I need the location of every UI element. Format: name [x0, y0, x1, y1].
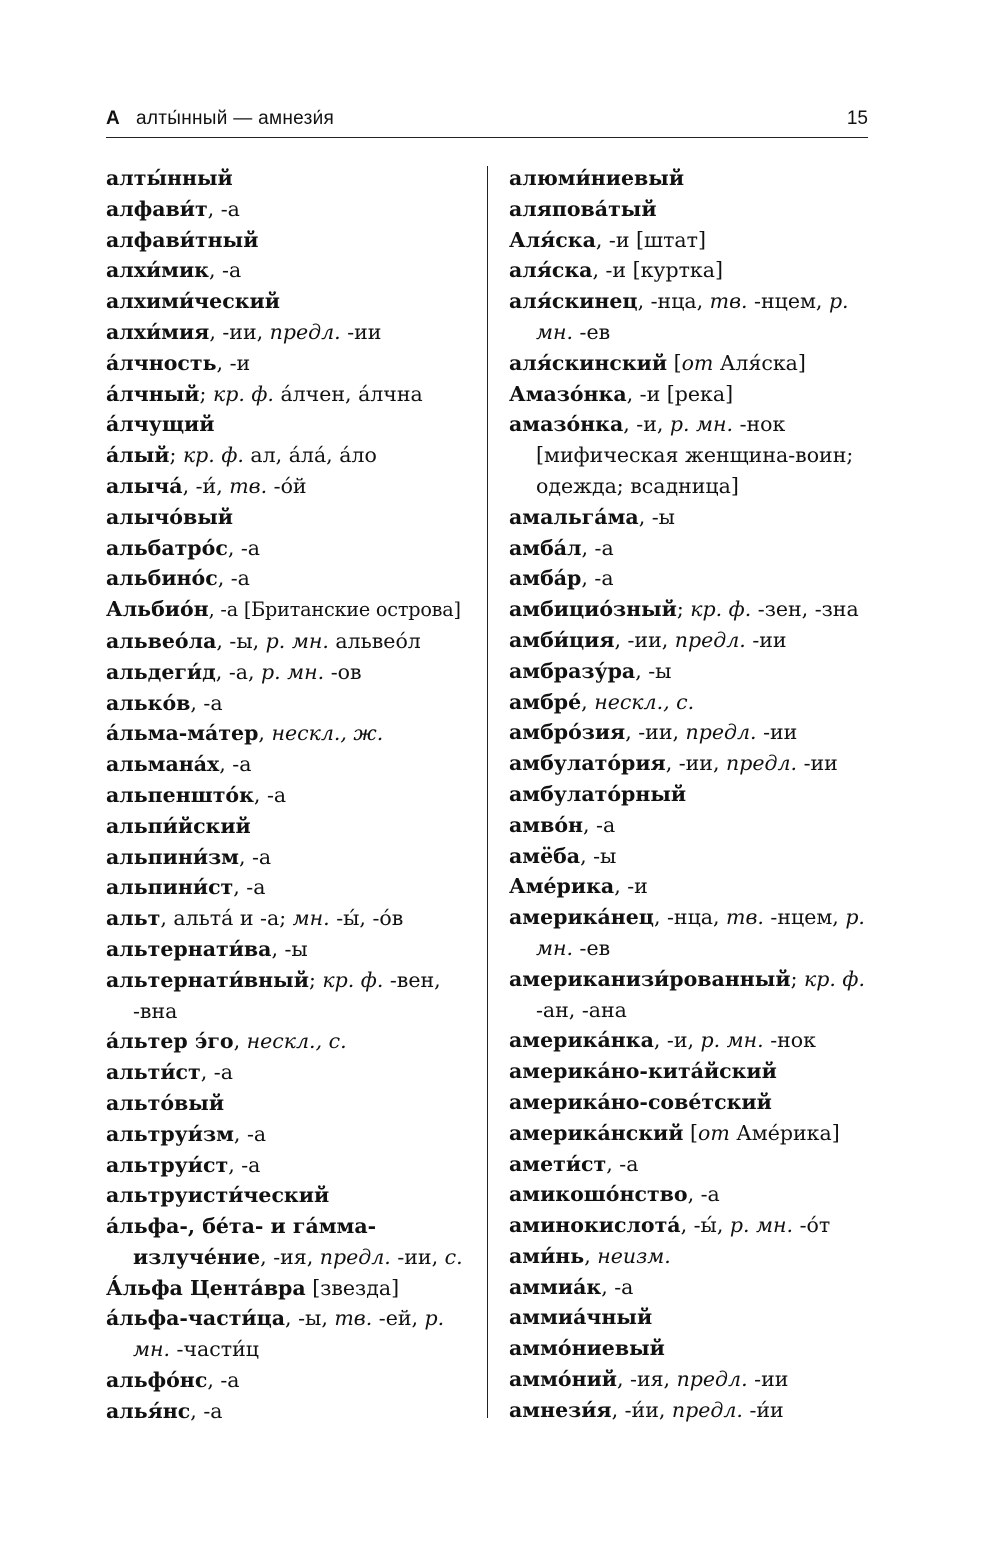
- headword: америка́но-сове́тский: [509, 1089, 772, 1114]
- dictionary-entry: [509, 656, 871, 687]
- dictionary-entry: [509, 1087, 871, 1118]
- entry-text: , -а: [207, 1368, 240, 1393]
- entry-text: , -а: [233, 1121, 267, 1146]
- entry-text: -зен, -зна: [751, 597, 859, 622]
- headword: альмана́х: [106, 752, 220, 777]
- entry-text: , -и,: [653, 1028, 701, 1053]
- grammar-label: р. мн.: [536, 289, 856, 344]
- headword: американизи́рованный: [509, 966, 791, 991]
- entry-text: , -ы,: [216, 628, 266, 653]
- entry-text: , -ия,: [260, 1244, 320, 1269]
- headword: амба́л: [509, 535, 582, 560]
- dictionary-entry: [106, 1396, 472, 1427]
- headword: алхи́мия: [106, 319, 210, 344]
- dictionary-entry: [509, 1302, 871, 1333]
- headword: аля́скинский: [509, 350, 668, 375]
- grammar-label: кр. ф.: [322, 967, 384, 992]
- dictionary-entry: [106, 1303, 472, 1365]
- headword: а́лчный: [106, 381, 200, 406]
- entry-text: а́лчен, а́лчна: [273, 381, 423, 406]
- headword: альпини́ст: [106, 875, 234, 900]
- entry-text: -вен, -вна: [133, 967, 448, 1023]
- dictionary-entry: [509, 379, 871, 410]
- headword: алфави́т: [106, 196, 208, 221]
- entry-text: , -и: [216, 350, 251, 375]
- dictionary-entry: [106, 1026, 472, 1057]
- dictionary-entry: [509, 810, 871, 841]
- grammar-label: кр. ф.: [182, 443, 244, 468]
- dictionary-entry: [106, 194, 472, 225]
- dictionary-entry: [509, 1364, 871, 1395]
- grammar-label: тв.: [334, 1306, 373, 1331]
- entry-text: , -а: [207, 196, 240, 221]
- grammar-label: р. мн.: [133, 1306, 451, 1362]
- dictionary-entry: [106, 1211, 472, 1273]
- grammar-label: от: [697, 1120, 730, 1145]
- dictionary-entry: [106, 563, 472, 594]
- entry-text: , -а: [227, 535, 260, 560]
- grammar-label: кр. ф.: [690, 597, 752, 622]
- entry-text: , -а: [228, 1152, 261, 1177]
- entry-text: [: [683, 1120, 698, 1145]
- header-rule: [106, 137, 868, 138]
- entry-text: , -и,: [623, 412, 670, 437]
- grammar-label: от: [681, 350, 714, 375]
- dictionary-entry: [509, 1395, 871, 1426]
- dictionary-entry: [509, 779, 871, 810]
- dictionary-entry: [509, 1118, 871, 1149]
- entry-text: , -а: [233, 875, 266, 900]
- entry-text: -ии,: [390, 1244, 445, 1269]
- headword: амети́ст: [509, 1151, 607, 1176]
- headword: амби́ция: [509, 627, 615, 652]
- dictionary-entry: [509, 625, 871, 656]
- entry-text: Аля́ска]: [713, 350, 806, 375]
- entry-text: -нцем,: [747, 289, 829, 314]
- grammar-label: нескл., с.: [594, 689, 695, 714]
- headword: альтруи́зм: [106, 1121, 234, 1146]
- entry-text: -ев: [573, 319, 611, 344]
- dictionary-entry: [106, 903, 472, 934]
- dictionary-entry: [509, 409, 871, 501]
- dictionary-entry: [106, 657, 472, 688]
- entry-text: , -и́,: [182, 473, 230, 498]
- entry-text: , -а: [583, 812, 616, 837]
- headword: амикошо́нство: [509, 1182, 688, 1207]
- dictionary-entry: [106, 1057, 472, 1088]
- dictionary-entry: [106, 255, 472, 286]
- headword: а́льтер э́го: [106, 1029, 234, 1054]
- headword: аммо́ний: [509, 1367, 617, 1392]
- dictionary-entry: [106, 718, 472, 749]
- running-head: [106, 104, 868, 136]
- headword: Аля́ска: [509, 227, 596, 252]
- entry-text: , -ии,: [665, 751, 727, 776]
- entry-text: альвео́л: [328, 628, 421, 653]
- entry-text: , -ия,: [617, 1367, 677, 1392]
- entry-text: , -ы: [635, 658, 672, 683]
- headword: А́льфа Цента́вра: [106, 1275, 306, 1300]
- dictionary-entry: [509, 1025, 871, 1056]
- grammar-label: тв.: [229, 473, 268, 498]
- dictionary-entry: [509, 502, 871, 533]
- entry-text: -ии: [340, 319, 382, 344]
- entry-text: , -а: [208, 258, 242, 283]
- entry-text: , -а: [687, 1182, 720, 1207]
- section-letter: А: [106, 108, 120, 129]
- headword: альт: [106, 906, 161, 931]
- entry-text: , -и [куртка]: [592, 258, 723, 283]
- headword: альтруисти́ческий: [106, 1183, 330, 1208]
- dictionary-entry: [106, 780, 472, 811]
- headword: америка́нец: [509, 905, 654, 930]
- dictionary-entry: [106, 1088, 472, 1119]
- dictionary-entry: [106, 965, 472, 1027]
- entry-text: ,: [581, 689, 595, 714]
- right-column: [509, 163, 871, 1426]
- dictionary-entry: [509, 563, 871, 594]
- grammar-label: предл.: [319, 1244, 391, 1269]
- grammar-label: р. мн.: [729, 1213, 794, 1238]
- entry-text: -и́и: [742, 1397, 784, 1422]
- headword: амба́р: [509, 566, 582, 591]
- headword: альпеншто́к: [106, 782, 254, 807]
- dictionary-entry: [106, 286, 472, 317]
- entry-text: , -ии,: [614, 627, 675, 652]
- headword: амво́н: [509, 812, 584, 837]
- grammar-label: предл.: [676, 1367, 748, 1392]
- entry-text: , -и [штат]: [595, 227, 706, 252]
- entry-text: -ии: [747, 1367, 789, 1392]
- dictionary-entry: [509, 1210, 871, 1241]
- entry-text: [: [667, 350, 682, 375]
- grammar-label: предл.: [685, 720, 757, 745]
- entry-text: -ов: [324, 659, 362, 684]
- grammar-label: предл.: [269, 319, 341, 344]
- dictionary-entry: [106, 811, 472, 842]
- headword: амбицио́зный: [509, 597, 677, 622]
- dictionary-entry: [509, 255, 871, 286]
- grammar-label: нескл., с.: [246, 1029, 347, 1054]
- headword: альтернати́ва: [106, 936, 272, 961]
- headword: амнези́я: [509, 1397, 612, 1422]
- entry-text: ;: [169, 443, 183, 468]
- dictionary-entry: [509, 1149, 871, 1180]
- dictionary-entry: [106, 348, 472, 379]
- entry-text: , -а: [606, 1151, 639, 1176]
- dictionary-entry: [106, 225, 472, 256]
- grammar-label: предл.: [671, 1397, 743, 1422]
- dictionary-entry: [106, 502, 472, 533]
- headword: Альбио́н: [106, 597, 209, 622]
- entry-text: ,: [233, 1029, 247, 1054]
- grammar-label: кр. ф.: [212, 381, 274, 406]
- grammar-label: р. мн.: [261, 659, 325, 684]
- headword: аляпова́тый: [509, 196, 657, 221]
- grammar-label: р. мн.: [700, 1028, 764, 1053]
- headword: амбулато́рный: [509, 781, 687, 806]
- headword: алхими́ческий: [106, 289, 280, 314]
- entry-text: ,: [584, 1243, 598, 1268]
- dictionary-entry: [106, 440, 472, 471]
- dictionary-entry: [509, 841, 871, 872]
- entry-text: , -а: [238, 844, 272, 869]
- headword: алфави́тный: [106, 227, 259, 252]
- entry-text: , -ии,: [625, 720, 686, 745]
- headword: а́льфа-, бе́та- и га́мма-излуче́ние: [106, 1214, 377, 1269]
- headword: Аме́рика: [509, 874, 615, 899]
- dictionary-entry: [509, 748, 871, 779]
- entry-text: , -а: [581, 535, 614, 560]
- entry-text: , -а: [217, 566, 250, 591]
- entry-text: , -нца,: [653, 905, 727, 930]
- dictionary-entry: [509, 286, 871, 348]
- entry-text: , альта́ и -а;: [160, 906, 293, 931]
- dictionary-entry: [106, 1180, 472, 1211]
- grammar-label: предл.: [674, 627, 746, 652]
- dictionary-entry: [509, 1272, 871, 1303]
- entry-text: , -и́и,: [611, 1397, 672, 1422]
- page-number: 15: [846, 108, 868, 129]
- headword: аминокислота́: [509, 1213, 681, 1238]
- dictionary-entry: [509, 1179, 871, 1210]
- dictionary-entry: [509, 348, 871, 379]
- entry-text: , -ы: [638, 504, 675, 529]
- headword: альдеги́д: [106, 659, 216, 684]
- headword: алычо́вый: [106, 504, 233, 529]
- entry-text: -нцем,: [763, 905, 846, 930]
- dictionary-entry: [509, 687, 871, 718]
- headword: алья́нс: [106, 1398, 191, 1423]
- entry-text: , -а: [253, 782, 287, 807]
- dictionary-entry: [106, 1365, 472, 1396]
- dictionary-entry: [106, 842, 472, 873]
- grammar-label: тв.: [726, 905, 764, 930]
- entry-text: ;: [790, 966, 804, 991]
- dictionary-entry: [509, 163, 871, 194]
- dictionary-entry: [106, 533, 472, 564]
- dictionary-entry: [106, 872, 472, 903]
- headword: алюми́ниевый: [509, 166, 685, 190]
- dictionary-entry: [106, 626, 472, 657]
- entry-note: , -а [Британские острова]: [208, 598, 461, 622]
- headword: а́лчность: [106, 350, 217, 375]
- headword: альти́ст: [106, 1060, 201, 1085]
- entry-range: алты́нный — амнези́я: [136, 108, 335, 129]
- entry-text: , -а: [601, 1274, 634, 1299]
- headword: Амазо́нка: [509, 381, 627, 406]
- entry-text: , -а: [200, 1060, 233, 1085]
- dictionary-entry: [106, 1150, 472, 1181]
- headword: аммо́ниевый: [509, 1336, 665, 1361]
- grammar-label: тв.: [709, 289, 748, 314]
- headword: аммиа́к: [509, 1274, 602, 1299]
- headword: амбро́зия: [509, 720, 626, 745]
- dictionary-entry: [106, 471, 472, 502]
- grammar-label: р. мн.: [265, 628, 329, 653]
- headword: а́льма-ма́тер: [106, 721, 259, 746]
- dictionary-entry: [106, 594, 472, 626]
- headword: амазо́нка: [509, 412, 624, 437]
- entry-text: ;: [308, 967, 323, 992]
- dictionary-entry: [106, 409, 472, 440]
- headword: америка́но-кита́йский: [509, 1059, 777, 1084]
- grammar-label: р. мн.: [669, 412, 734, 437]
- headword: алыча́: [106, 473, 183, 498]
- entry-text: , -ы́,: [680, 1213, 730, 1238]
- dictionary-entry: [509, 1056, 871, 1087]
- headword: амбулато́рия: [509, 751, 666, 776]
- entry-text: ;: [676, 597, 691, 622]
- grammar-label: предл.: [726, 751, 798, 776]
- dictionary-entry: [106, 379, 472, 410]
- entry-text: , -и [река]: [626, 381, 734, 406]
- entry-text: , -ии,: [209, 319, 270, 344]
- left-column: [106, 163, 472, 1427]
- entry-text: , -нца,: [637, 289, 710, 314]
- headword: а́лый: [106, 443, 170, 468]
- dictionary-entry: [509, 1241, 871, 1272]
- entry-text: [звезда]: [305, 1275, 400, 1300]
- entry-text: -нок [мифическая женщина-воин; одежда; всадница]: [536, 412, 860, 498]
- grammar-label: мн.: [292, 906, 330, 931]
- dictionary-entry: [509, 717, 871, 748]
- headword: альтернати́вный: [106, 967, 309, 992]
- headword: а́льфа-части́ца: [106, 1306, 286, 1331]
- dictionary-entry: [106, 688, 472, 719]
- dictionary-entry: [106, 1119, 472, 1150]
- headword: аля́ска: [509, 258, 593, 283]
- headword: амёба: [509, 843, 581, 868]
- entry-text: -ан, -ана: [536, 966, 872, 1022]
- entry-text: , -ы: [271, 936, 308, 961]
- headword: альбатро́с: [106, 535, 228, 560]
- grammar-label: нескл., ж.: [271, 721, 384, 746]
- dictionary-entry: [509, 225, 871, 256]
- dictionary-entry: [509, 902, 871, 964]
- entry-text: -ии: [797, 751, 838, 776]
- entry-text: , -а: [219, 752, 252, 777]
- headword: аля́скинец: [509, 289, 638, 314]
- dictionary-entry: [509, 594, 871, 625]
- grammar-label: неизм.: [597, 1243, 671, 1268]
- dictionary-entry: [509, 533, 871, 564]
- headword: алты́нный: [106, 166, 233, 190]
- headword: альфо́нс: [106, 1368, 208, 1393]
- headword: амбре́: [509, 689, 582, 714]
- headword: амальга́ма: [509, 504, 639, 529]
- entry-text: -ии: [745, 627, 787, 652]
- entry-text: -нок: [763, 1028, 816, 1053]
- entry-text: -части́ц: [170, 1337, 259, 1362]
- grammar-label: кр. ф.: [804, 966, 865, 991]
- entry-text: , -а: [581, 566, 614, 591]
- entry-text: -ии: [756, 720, 798, 745]
- dictionary-entry: [106, 749, 472, 780]
- headword: альбино́с: [106, 566, 218, 591]
- dictionary-entry: [509, 964, 871, 1026]
- headword: амбразу́ра: [509, 658, 636, 683]
- headword: америка́нский: [509, 1120, 684, 1145]
- headword: алхи́мик: [106, 258, 209, 283]
- entry-text: -о́й: [267, 473, 307, 498]
- entry-text: ,: [258, 721, 272, 746]
- headword: алько́в: [106, 690, 191, 715]
- headword: альтруи́ст: [106, 1152, 229, 1177]
- entry-text: -ей,: [372, 1306, 425, 1331]
- headword: альпини́зм: [106, 844, 239, 869]
- grammar-label: с.: [444, 1244, 463, 1269]
- headword: альто́вый: [106, 1090, 225, 1115]
- headword: аммиа́чный: [509, 1305, 653, 1330]
- entry-text: -ы́, -о́в: [329, 906, 404, 931]
- entry-text: , -а,: [215, 659, 262, 684]
- entry-text: ;: [199, 381, 213, 406]
- entry-text: , -а: [190, 1398, 223, 1423]
- grammar-label: р. мн.: [536, 905, 872, 960]
- headword: альвео́ла: [106, 628, 217, 653]
- dictionary-entry: [106, 934, 472, 965]
- entry-text: , -а: [190, 690, 223, 715]
- entry-text: , -и: [614, 874, 648, 899]
- headword: ами́нь: [509, 1243, 585, 1268]
- dictionary-entry: [509, 194, 871, 225]
- entry-text: , -ы,: [285, 1306, 335, 1331]
- entry-text: , -ы: [580, 843, 617, 868]
- entry-text: ал, а́ла́, а́ло: [243, 443, 377, 468]
- headword: а́лчущий: [106, 412, 215, 437]
- dictionary-entry: [106, 317, 472, 348]
- dictionary-entry: [106, 163, 472, 194]
- column-divider: [487, 166, 488, 1418]
- headword: америка́нка: [509, 1028, 654, 1053]
- headword: альпи́йский: [106, 813, 251, 838]
- dictionary-entry: [106, 1273, 472, 1304]
- entry-text: -ев: [573, 935, 611, 960]
- entry-text: Аме́рика]: [729, 1120, 840, 1145]
- dictionary-entry: [509, 1333, 871, 1364]
- dictionary-entry: [509, 871, 871, 902]
- entry-text: -о́т: [793, 1213, 831, 1238]
